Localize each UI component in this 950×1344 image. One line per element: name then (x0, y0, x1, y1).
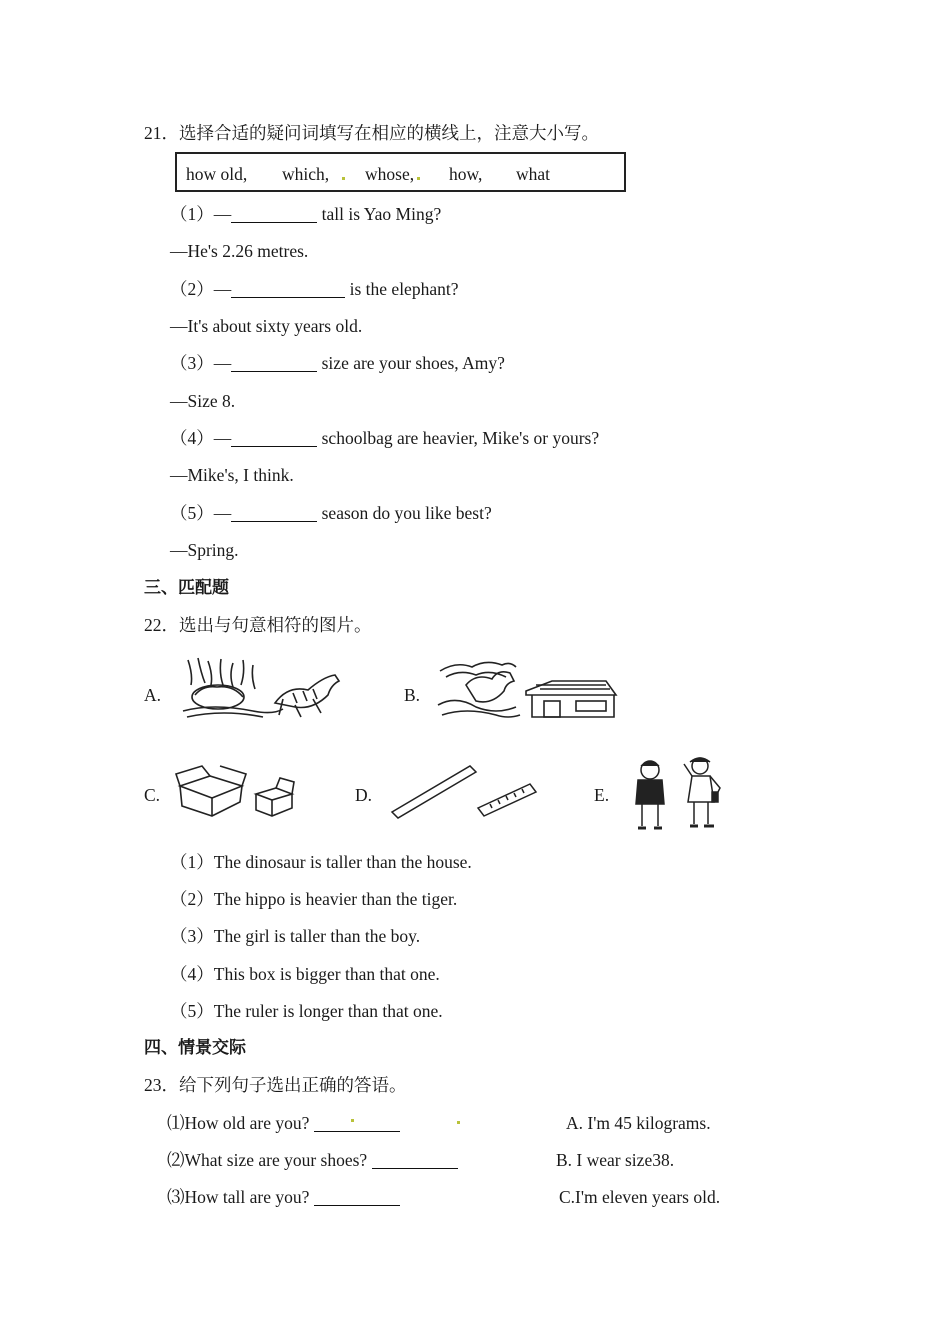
q21-item-1 (170, 203, 441, 225)
two-rulers-icon (390, 764, 536, 820)
word-options-box (175, 152, 626, 192)
hippo-and-tiger-icon (183, 655, 343, 719)
q23-question-1 (167, 1112, 400, 1134)
q21-answer-2: —It's about sixty years old. (170, 316, 363, 336)
q21-item-4 (170, 427, 599, 449)
q22-sentence-2: （2）The hippo is heavier than the tiger. (170, 889, 458, 909)
two-boxes-icon (176, 764, 298, 820)
item-number: （1）— (170, 204, 232, 224)
answer-blank[interactable] (231, 430, 317, 447)
section-3-heading: 三、匹配题 (144, 578, 229, 598)
q23-answer-a: A. I'm 45 kilograms. (566, 1113, 711, 1133)
answer-blank[interactable] (314, 1115, 400, 1132)
answer-blank[interactable] (231, 281, 345, 298)
q21-title: 21．选择合适的疑问词填写在相应的横线上，注意大小写。 (144, 123, 599, 143)
dinosaur-and-house-icon (436, 655, 620, 723)
item-number: （5）— (170, 503, 232, 523)
option-what: what (516, 164, 551, 184)
option-how-old: how old, (186, 164, 248, 184)
q22-sentence-4: （4）This box is bigger than that one. (170, 964, 440, 984)
q23-question-3 (167, 1186, 400, 1208)
item-text: season do you like best? (317, 503, 492, 523)
q21-answer-4: —Mike's, I think. (170, 465, 294, 485)
answer-blank[interactable] (231, 206, 317, 223)
q21-item-5 (170, 502, 492, 524)
item-number: （3）— (170, 353, 232, 373)
section-4-heading: 四、情景交际 (144, 1038, 246, 1058)
boy-and-girl-icon (630, 752, 726, 834)
answer-blank[interactable] (231, 505, 317, 522)
q22-sentence-1: （1）The dinosaur is taller than the house. (170, 852, 472, 872)
question-text: ⑴How old are you? (167, 1113, 310, 1133)
question-text: ⑶How tall are you? (167, 1187, 310, 1207)
picture-label-d: D. (355, 785, 373, 805)
option-how: how, (449, 164, 483, 184)
item-number: （2）— (170, 279, 232, 299)
picture-label-c: C. (144, 785, 161, 805)
q23-question-2 (167, 1149, 458, 1171)
q22-sentence-3: （3）The girl is taller than the boy. (170, 926, 421, 946)
picture-label-e: E. (594, 785, 610, 805)
option-which: which, (282, 164, 330, 184)
q21-item-3 (170, 352, 505, 374)
item-text: size are your shoes, Amy? (317, 353, 505, 373)
picture-label-a: A. (144, 685, 162, 705)
q23-answer-c: C.I'm eleven years old. (559, 1187, 721, 1207)
q23-answer-b: B. I wear size38. (556, 1150, 675, 1170)
answer-blank[interactable] (372, 1152, 458, 1169)
picture-label-b: B. (404, 685, 421, 705)
q23-title: 23．给下列句子选出正确的答语。 (144, 1075, 407, 1095)
item-text: schoolbag are heavier, Mike's or yours? (317, 428, 600, 448)
question-text: ⑵What size are your shoes? (167, 1150, 368, 1170)
q21-answer-5: —Spring. (170, 540, 239, 560)
q21-answer-3: —Size 8. (170, 391, 236, 411)
item-text: is the elephant? (345, 279, 459, 299)
q21-answer-1: —He's 2.26 metres. (170, 241, 309, 261)
q22-sentence-5: （5）The ruler is longer than that one. (170, 1001, 443, 1021)
answer-blank[interactable] (231, 355, 317, 372)
answer-blank[interactable] (314, 1189, 400, 1206)
q22-title: 22．选出与句意相符的图片。 (144, 615, 372, 635)
item-number: （4）— (170, 428, 232, 448)
q21-item-2 (170, 278, 458, 300)
item-text: tall is Yao Ming? (317, 204, 442, 224)
option-whose: whose, (365, 164, 415, 184)
